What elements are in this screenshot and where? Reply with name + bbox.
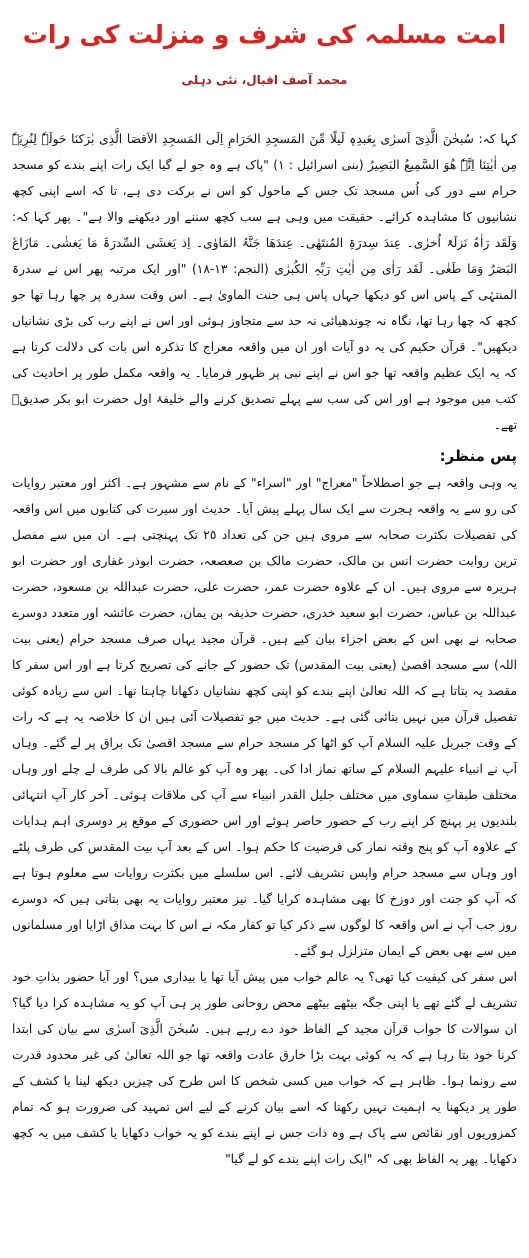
intro-paragraph: کہا کہ: سُبحٰنَ الَّذِیٓ اَسرٰی بِعَبدِہٖ لَیلًا مِّنَ المَسجِدِ الحَرَامِ اِلَی المَسجِدِ الاَقصَا الَّذِی بٰرَکنَا حَولَہٗ لِنُرِیَہٗ مِن اٰیٰتِنَا اِنَّہٗ ھُوَ السَّمِیعُ البَصِیرُ (بنی اسرائیل : ١) "پاک ہے وہ جو لے گیا ایک رات اپنے بندے کو مسجد حرام سے دور کی اُس مسجد تک جس کے ماحول کو اس نے برکت دی ہے، تا کہ اسے اپنی کچھ نشانیوں کا مشاہدہ کرائے۔ حقیقت میں وہی ہے سب کچھ سننے اور دیکھنے والا ہے"۔ پھر کہا کہ: وَلَقَد رَاٰہُ نَزلَۃً اُخرٰی۔ عِندَ سِدرَۃِ المُنتَھٰی۔ عِندَھَا جَنَّۃُ المَاوٰی۔ اِذ یَغشَی السِّدرَۃَ مَا یَغشٰی۔ مَازَاغَ البَصَرُ وَمَا طَغٰی۔ لَقَد رَاٰی مِن اٰیٰتِ رَبِّہِ الکُبرٰی (النجم: ١٣-١٨) "اور ایک مرتبہ پھر اس نے سدرۃ المنتہٰی کے پاس اس کو دیکھا جہاں پاس ہی جنت الماویٰ ہے۔ اس وقت سدرہ پر چھا رہا تھا جو کچھ کہ چھا رہا تھا، نگاہ نہ چوندھیائی نہ حد سے متجاوز ہوئی اور اس نے اپنے رب کی بڑی نشانیاں دیکھیں"۔ قرآن حکیم کی یہ دو آیات اور ان میں واقعہ معراج کا تذکرہ اس بات کی دلالت کرتا ہے کہ یہ ایک عظیم واقعہ تھا جو اس نے اپنے نبی پر ظہور فرمایا۔ یہ واقعہ مکمل طور پر احادیث کی کتب میں موجود ہے اور اس کی سب سے پہلے تصدیق کرنے والے خلیفۂ اول حضرت ابو بکر صدیقؓ تھے۔ bbox=[12, 132, 517, 432]
article-title: امت مسلمہ کی شرف و منزلت کی رات bbox=[22, 20, 507, 49]
background-paragraph: یہ وہی واقعہ ہے جو اصطلاحاً "معراج" اور "اسراء" کے نام سے مشہور ہے۔ اکثر اور معتبر روایات کی رو سے یہ واقعہ ہجرت سے ایک سال پہلے پیش آیا۔ حدیث اور سیرت کی کتابوں میں اس واقعہ کی تفصیلات بکثرت صحابہ سے مروی ہیں جن کی تعداد ٢٥ تک پہنچتی ہے۔ ان میں سے مفصل ترین روایت حضرت انس بن مالک، حضرت مالک بن صعصعہ، حضرت ابوذر غفاری اور حضرت ابو ہریرہ سے مروی ہیں۔ ان کے علاوہ حضرت عمر، حضرت علی، حضرت عبداللہ بن مسعود، حضرت عبداللہ بن عباس، حضرت ابو سعید خدری، حضرت حذیفہ بن یمان، حضرت عائشہ اور متعدد دوسرے صحابہ نے بھی اس کے بعض اجزاء بیان کیے ہیں۔ قرآن مجید یہاں صرف مسجد حرام (یعنی بیت اللہ) سے مسجد اقصیٰ (یعنی بیت المقدس) تک حضور کے جانے کی تصریح کرتا ہے اور اس سفر کا مقصد یہ بتاتا ہے کہ اللہ تعالیٰ اپنے بندے کو اپنی کچھ نشانیاں دکھانا چاہتا تھا۔ اس سے زیادہ کوئی تفصیل قرآن میں نہیں بتائی گئی ہے۔ حدیث میں جو تفصیلات آئی ہیں ان کا خلاصہ یہ ہے کہ رات کے وقت جبریل علیہ السلام آپ کو اٹھا کر مسجد حرام سے مسجد اقصیٰ تک براق پر لے گئے۔ وہاں آپ نے انبیاء علیہم السلام کے ساتھ نماز ادا کی۔ پھر وہ آپ کو عالم بالا کی طرف لے چلے اور وہاں مختلف طبقاتِ سماوی میں مختلف جلیل القدر انبیاء سے آپ کی ملاقات ہوئی۔ آخر کار آپ انتہائی بلندیوں پر پہنچ کر اپنے رب کے حضور حاضر ہوئے اور اس حضوری کے موقع پر دوسری اہم ہدایات کے علاوہ آپ کو پنج وقتہ نماز کی فرضیت کا حکم ہوا۔ اس کے بعد آپ بیت المقدس کی طرف پلٹے اور وہاں سے مسجد حرام واپس تشریف لائے۔ اس سلسلے میں بکثرت روایات سے معلوم ہوتا ہے کہ آپ کو جنت اور دوزخ کا بھی مشاہدہ کرایا گیا۔ نیز معتبر روایات یہ بھی بتاتی ہیں کہ دوسرے روز جب آپ نے اس واقعہ کا لوگوں سے ذکر کیا تو کفار مکہ نے اس کا بہت مذاق اڑایا اور مسلمانوں میں سے بھی بعض کے ایمان متزلزل ہو گئے۔ bbox=[12, 476, 518, 958]
section-heading-background: پس منظر: bbox=[439, 447, 517, 465]
nature-of-journey-paragraph: اس سفر کی کیفیت کیا تھی؟ یہ عالم خواب میں پیش آیا تھا یا بیداری میں؟ اور آیا حضور بذاتِ خود تشریف لے گئے تھے یا اپنی جگہ بیٹھے بیٹھے محض روحانی طور پر ہی آپ کو یہ مشاہدہ کرا دیا گیا؟ ان سوالات کا جواب قرآن مجید کے الفاظ خود دے رہے ہیں۔ سُبحٰنَ الَّذِیٓ اَسرٰی سے بیان کی ابتدا کرنا خود بتا رہا ہے کہ یہ کوئی بہت بڑا خارق عادت واقعہ تھا جو اللہ تعالیٰ کی غیر محدود قدرت سے رونما ہوا۔ ظاہر ہے کہ خواب میں کسی شخص کا اس طرح کی چیزیں دیکھ لینا یا کشف کے طور پر دیکھنا یہ اہمیت نہیں رکھتا کہ اسے بیان کرنے کے لیے اس تمہید کی ضرورت ہو کہ تمام کمزوریوں اور نقائص سے پاک ہے وہ ذات جس نے اپنے بندے کو یہ خواب دکھایا یا کشف میں یہ کچھ دکھایا۔ پھر یہ الفاظ بھی کہ "ایک رات اپنے بندے کو لے گیا" bbox=[12, 970, 517, 1166]
author-byline: محمد آصف اقبال، نئی دہلی bbox=[181, 73, 348, 87]
